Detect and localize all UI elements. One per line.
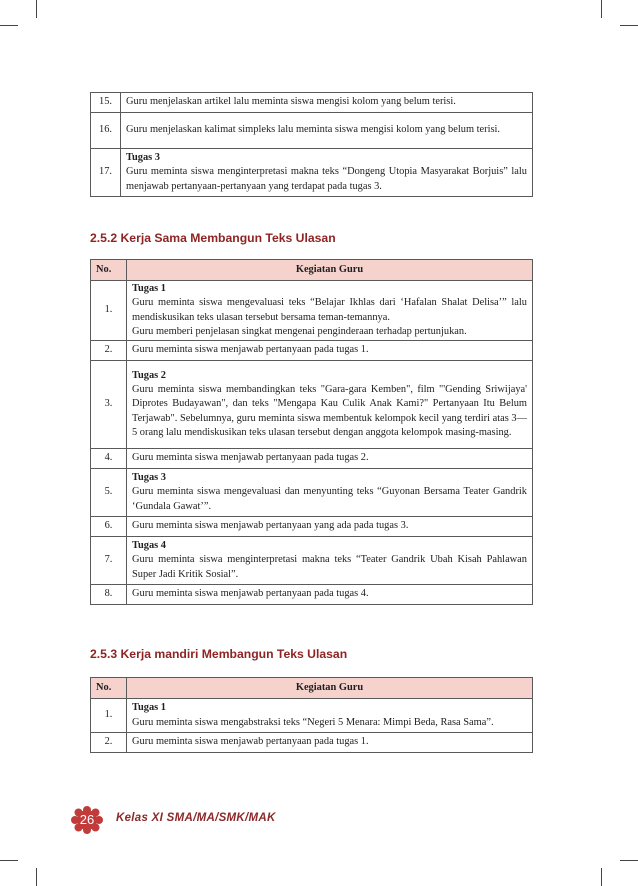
tugas-label: Tugas 1 <box>132 283 166 295</box>
table-row <box>91 699 533 733</box>
table-row <box>91 449 533 469</box>
table-row <box>91 113 533 149</box>
section-heading: 2.5.2 Kerja Sama Membangun Teks Ulasan <box>90 231 336 245</box>
row-number: 7. <box>91 537 127 585</box>
crop-mark <box>0 860 18 861</box>
row-text: Tugas 1 Guru meminta siswa mengabstraksi teks “Negeri 5 Menara: Mimpi Beda, Rasa Sama”. <box>127 699 533 733</box>
crop-mark <box>36 0 37 18</box>
column-header-kegiatan: Kegiatan Guru <box>127 678 533 699</box>
table-row <box>91 517 533 537</box>
crop-mark <box>601 0 602 18</box>
table-row <box>91 537 533 585</box>
table-row <box>91 341 533 361</box>
row-text: Tugas 3 Guru meminta siswa mengevaluasi dan menyunting teks “Guyonan Bersama Teater Gandrik ‘Gundala Gawat’”. <box>127 469 533 517</box>
tugas-label: Tugas 2 <box>132 369 166 381</box>
row-text: Tugas 1 Guru meminta siswa mengevaluasi teks “Belajar Ikhlas dari ‘Hafalan Shalat Delisa’” lalu mendiskusikan teks ulasan tersebut bersama teman-temannya. Guru memberi penjelasan singkat mengenai penginderaan terhadap pertunjukan. <box>127 281 533 341</box>
table-row <box>91 733 533 753</box>
page-number: 26 <box>79 812 95 827</box>
row-text: Guru meminta siswa menjawab pertanyaan pada tugas 1. <box>127 733 533 753</box>
crop-mark <box>620 860 638 861</box>
row-text: Guru meminta siswa menjawab pertanyaan pada tugas 2. <box>127 449 533 469</box>
table-row <box>91 281 533 341</box>
row-text: Tugas 3 Guru meminta siswa menginterpretasi makna teks “Dongeng Utopia Masyarakat Borjuis” lalu menjawab pertanyaan-pertanyaan yang terdapat pada tugas 3. <box>121 149 533 197</box>
page-number-badge <box>70 806 104 834</box>
table-row <box>91 585 533 605</box>
activity-table-253 <box>90 677 533 753</box>
table-row <box>91 469 533 517</box>
table-row <box>91 93 533 113</box>
row-number: 4. <box>91 449 127 469</box>
column-header-no: No. <box>91 260 127 281</box>
activity-table-continued <box>90 92 533 197</box>
row-number: 2. <box>91 733 127 753</box>
row-number: 1. <box>91 699 127 733</box>
table-row <box>91 361 533 449</box>
row-text: Tugas 2 Guru meminta siswa membandingkan teks "Gara-gara Kemben", film "'Gending Sriwijaya' Diprotes Budayawan", dan teks "Mengapa Kau Culik Anak Kami?" Pertanyaan Itu Belum Terjawab". Sebelumnya, guru meminta siswa membentuk kelompok kecil yang terdiri atas 3—5 orang lalu mendiskusikan teks ulasan tersebut dengan anggota kelompok masing-masing. <box>127 361 533 449</box>
section-heading: 2.5.3 Kerja mandiri Membangun Teks Ulasan <box>90 647 348 661</box>
row-number: 17. <box>91 149 121 197</box>
row-number: 5. <box>91 469 127 517</box>
row-number: 8. <box>91 585 127 605</box>
row-number: 1. <box>91 281 127 341</box>
tugas-label: Tugas 3 <box>126 152 160 164</box>
row-number: 2. <box>91 341 127 361</box>
row-text: Guru meminta siswa menjawab pertanyaan pada tugas 1. <box>127 341 533 361</box>
row-number: 6. <box>91 517 127 537</box>
table-header-row <box>91 260 533 281</box>
row-text: Tugas 4 Guru meminta siswa menginterpretasi makna teks “Teater Gandrik Ubah Kisah Pahlawan Super Jadi Kritik Sosial”. <box>127 537 533 585</box>
activity-table-252 <box>90 259 533 605</box>
crop-mark <box>0 25 18 26</box>
tugas-label: Tugas 3 <box>132 472 166 484</box>
crop-mark <box>36 868 37 886</box>
table-header-row <box>91 678 533 699</box>
footer-text: Kelas XI SMA/MA/SMK/MAK <box>116 812 276 824</box>
row-number: 3. <box>91 361 127 449</box>
crop-mark <box>601 868 602 886</box>
table-row <box>91 149 533 197</box>
tugas-label: Tugas 1 <box>132 702 166 714</box>
tugas-label: Tugas 4 <box>132 540 166 552</box>
row-text: Guru menjelaskan artikel lalu meminta siswa mengisi kolom yang belum terisi. <box>121 93 533 113</box>
column-header-kegiatan: Kegiatan Guru <box>127 260 533 281</box>
row-text: Guru meminta siswa menjawab pertanyaan pada tugas 4. <box>127 585 533 605</box>
row-number: 16. <box>91 113 121 149</box>
crop-mark <box>620 25 638 26</box>
row-text: Guru menjelaskan kalimat simpleks lalu meminta siswa mengisi kolom yang belum terisi. <box>121 113 533 149</box>
row-number: 15. <box>91 93 121 113</box>
row-text: Guru meminta siswa menjawab pertanyaan yang ada pada tugas 3. <box>127 517 533 537</box>
column-header-no: No. <box>91 678 127 699</box>
